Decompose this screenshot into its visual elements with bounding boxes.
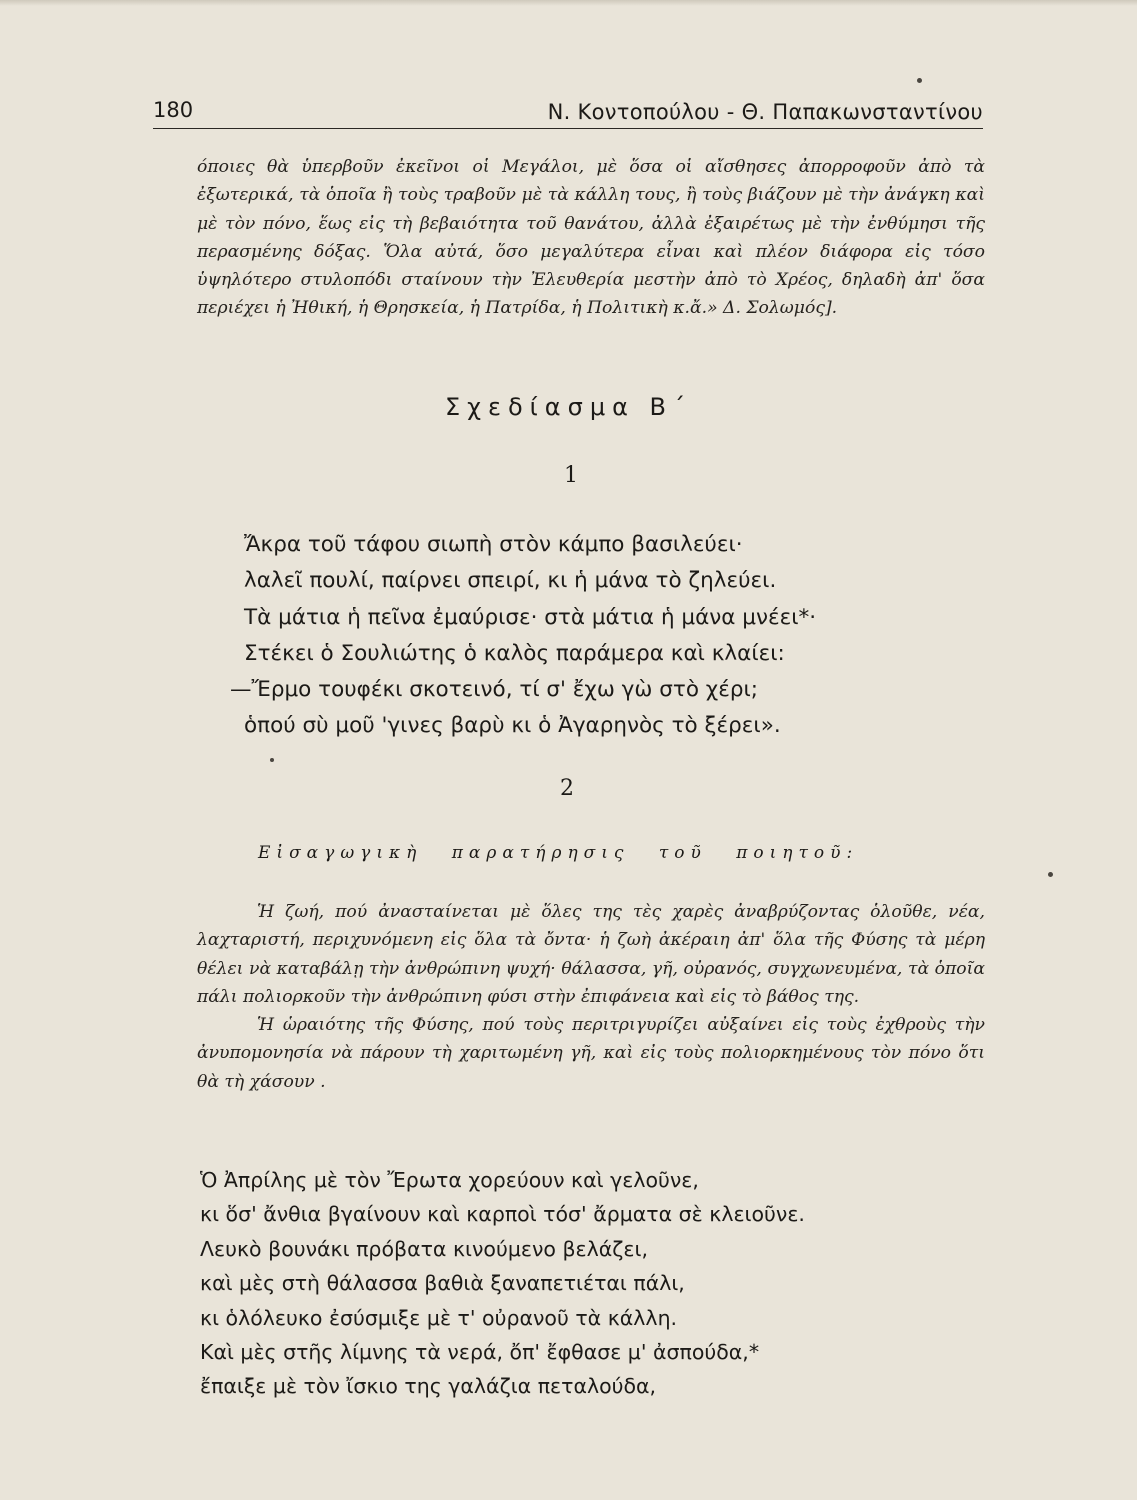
poem-stanza-1 [230, 527, 816, 745]
paper-speck [270, 758, 274, 762]
poem-line: Καὶ μὲς στῆς λίμνης τὰ νερά, ὄπ' ἔφθασε μ' ἀσπούδα,* [200, 1340, 760, 1365]
poem-line: Λευκὸ βουνάκι πρόβατα κινούμενο βελάζει, [200, 1236, 648, 1261]
intro-heading: Εἰσαγωγικὴ παρατήρησις τοῦ ποιητοῦ: [258, 843, 859, 863]
intro-paragraph-2: Ἡ ὡραιότης τῆς Φύσης, πού τοὺς περιτριγυρίζει αὐξαίνει εἰς τοὺς ἐχθροὺς τὴν ἀνυπομονησία νὰ πάρουν τὴ χαριτωμένη γῆ, καὶ εἰς τοὺς πολιορκημένους τὸν πόνο ὅτι θὰ τὴ χάσουν . [197, 1015, 985, 1092]
poem-line: —Ἔρμο τουφέκι σκοτεινό, τί σ' ἔχω γὼ στὸ χέρι; [230, 677, 759, 703]
section-number-2: 2 [560, 776, 574, 801]
page-top-edge [0, 0, 1137, 6]
poem-stanza-2 [200, 1163, 805, 1404]
poem-line: Ὁ Ἀπρίλης μὲ τὸν Ἔρωτα χορεύουν καὶ γελοῦνε, [200, 1168, 699, 1192]
intro-paragraph-1: Ἡ ζωή, πού ἀνασταίνεται μὲ ὅλες της τὲς χαρὲς ἀναβρύζοντας ὁλοῦθε, νέα, λαχταριστή, περιχυνόμενη εἰς ὅλα τὰ ὄντα· ἡ ζωὴ ἀκέραιη ἀπ' ὅλα τῆς Φύσης τὰ μέρη θέλει νὰ καταβάλῃ τὴν ἀνθρώπινη ψυχή· θάλασσα, γῆ, οὐρανός, συγχωνευμένα, τὰ ὁποῖα πάλι πολιορκοῦν τὴν ἀνθρώπινη φύσι στὴν ἐπιφάνεια καὶ εἰς τὸ βάθος της. [197, 902, 985, 1007]
poem-line: Στέκει ὁ Σουλιώτης ὁ καλὸς παράμερα καὶ κλαίει: [244, 640, 785, 666]
poem-line: Ἄκρα τοῦ τάφου σιωπὴ στὸν κάμπο βασιλεύει· [244, 532, 743, 557]
poem-line: ὁπού σὺ μοῦ 'γινες βαρὺ κι ὁ Ἀγαρηνὸς τὸ ξέρει». [244, 713, 781, 739]
section-title: Σχεδίασμα Β΄ [444, 393, 693, 421]
poem-line: καὶ μὲς στὴ θάλασσα βαθιὰ ξαναπετιέται πάλι, [200, 1271, 685, 1296]
poem-line: κι ὁλόλευκο ἐσύσμιξε μὲ τ' οὐρανοῦ τὰ κάλλη. [200, 1305, 678, 1330]
paper-speck [1048, 872, 1053, 877]
poem-line: Τὰ μάτια ἡ πεῖνα ἐμαύρισε· στὰ μάτια ἡ μάνα μνέει*· [244, 604, 817, 630]
section-number-1: 1 [564, 463, 578, 488]
prose-top-paragraph: όποιες θὰ ὑπερβοῦν ἐκεῖνοι οἱ Μεγάλοι, μὲ ὅσα οἱ αἴσθησες ἀπορροφοῦν ἀπὸ τὰ ἐξωτερικά, τὰ ὁποῖα ἢ τοὺς τραβοῦν μὲ τὰ κάλλη τους, ἢ τοὺς βιάζουν μὲ τὴν ἀνάγκη καὶ μὲ τὸν πόνο, ἕως εἰς τὴ βεβαιότητα τοῦ θανάτου, ἀλλὰ ἐξαιρέτως μὲ τὴν ἐνθύμησι τῆς περασμένης δόξας. Ὅλα αὐτά, ὅσο μεγαλύτερα εἶναι καὶ πλέον διάφορα εἰς τόσο ὑψηλότερο στυλοπόδι σταίνουν τὴν Ἐλευθερία μεστὴν ἀπὸ τὸ Χρέος, δηλαδὴ ἀπ' ὅσα περιέχει ἡ Ἠθική, ἡ Θρησκεία, ἡ Πατρίδα, ἡ Πολιτικὴ κ.ἄ.» Δ. Σολωμός]. [197, 157, 985, 319]
paper-speck [917, 78, 922, 83]
intro-block [197, 898, 985, 1096]
running-head: Ν. Κοντοπούλου - Θ. Παπακωνσταντίνου [547, 100, 983, 124]
page-number: 180 [153, 98, 194, 122]
poem-line: λαλεῖ πουλί, παίρνει σπειρί, κι ἡ μάνα τὸ ζηλεύει. [244, 568, 777, 594]
poem-line: κι ὅσ' ἄνθια βγαίνουν καὶ καρποὶ τόσ' ἄρματα σὲ κλειοῦνε. [200, 1202, 805, 1227]
poem-line: ἔπαιξε μὲ τὸν ἴσκιο της γαλάζια πεταλούδα, [200, 1374, 657, 1399]
prose-top-block [197, 153, 985, 323]
page-header [153, 98, 983, 129]
